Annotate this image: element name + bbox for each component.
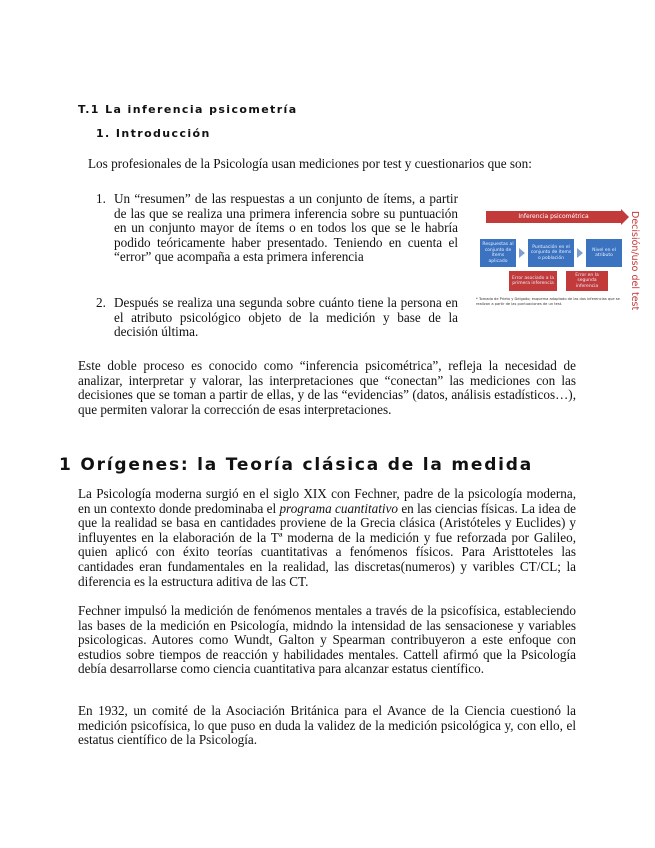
list-item-2 bbox=[96, 296, 458, 340]
diagram-box-error2: Error en la segunda inferencia bbox=[566, 271, 608, 291]
paragraph-origenes-2: Fechner impulsó la medición de fenómenos mentales a través de la psicofísica, estableciendo las bases de la medición en Psicología, midndo la intensidad de las sensacionese y variables psicologicas. Autores como Wundt, Galton y Spearman contribuyeron a este enfoque con estudios sobre tiempos de reacción y habilidades mentales. Cattell afirmó que la Psicología debía desarrollarse como ciencia cuantitativa para alcanzar estatus científico. bbox=[78, 603, 576, 677]
heading-origenes: 1 Orígenes: la Teoría clásica de la medida bbox=[59, 455, 534, 475]
arrow-icon bbox=[577, 248, 583, 258]
heading-introduccion: 1. Introducción bbox=[96, 127, 211, 140]
diagram-band: Inferencia psicométrica bbox=[486, 211, 621, 223]
diagram-box-score: Puntuación en el conjunto de ítems o población bbox=[528, 239, 574, 267]
diagram-box-attribute: Nivel en el atributo bbox=[586, 239, 622, 267]
p1-before: La Psicología moderna surgió en el siglo XIX con Fechner, padre de la psicología moderna, en un contexto donde predominaba el bbox=[78, 486, 576, 516]
intro-paragraph: Los profesionales de la Psicología usan mediciones por test y cuestionarios que son: bbox=[88, 156, 532, 171]
diagram-box-error1: Error asociado a la primera inferencia bbox=[509, 271, 557, 291]
diagram-box-responses: Respuestas al conjunto de ítems aplicado bbox=[480, 239, 516, 267]
inference-diagram bbox=[476, 205, 642, 340]
diagram-footnote: * Tomado de Prieto y Delgado; esquema adaptado de las dos inferencias que se realizan a partir de las puntuaciones de un test. bbox=[476, 297, 620, 306]
list-number: 1. bbox=[96, 191, 106, 206]
list-text: Después se realiza una segunda sobre cuánto tiene la persona en el atributo psicológico objeto de la medición y base de la decisión última. bbox=[114, 295, 458, 340]
paragraph-origenes-3: En 1932, un comité de la Asociación Británica para el Avance de la Ciencia cuestionó la medición psicofísica, lo que puso en duda la validez de la medición psicológica y, con ello, el estatus científico de la Psicología. bbox=[78, 703, 576, 748]
arrow-icon bbox=[519, 248, 525, 258]
paragraph-origenes-1 bbox=[78, 487, 576, 589]
list-item-1 bbox=[96, 192, 458, 265]
list-text: Un “resumen” de las respuestas a un conjunto de ítems, a partir de las que se realiza una primera inferencia sobre su puntuación en un conjunto mayor de ítems o en todos los que se le habría podido teóricamente haber presentado. Teniendo en cuenta el “error” que acompaña a esta primera inferencia bbox=[114, 191, 458, 265]
heading-t1: T.1 La inferencia psicometría bbox=[78, 103, 298, 116]
p1-emphasis: programa cuantitativo bbox=[279, 500, 399, 516]
diagram-vertical-label: Decisión/uso del test bbox=[629, 211, 640, 311]
paragraph-inferencia: Este doble proceso es conocido como “inferencia psicométrica”, refleja la necesidad de analizar, interpretar y valorar, las interpretaciones que “conectan” las mediciones con las decisiones que se toman a partir de ellas, y de las “evidencias” (datos, análisis estadísticos…), que permiten valorar la corrección de esas interpretaciones. bbox=[78, 358, 576, 417]
p1-after: en las ciencias físicas. La idea de que la realidad se basa en cantidades proviene de la Grecia clásica (Aristóteles y Euclides) y influyentes en la elaboración de la Tª moderna de la medición y fue reforzada por Galileo, quien aplicó con éxito teorías cuantitativas a fenómenos físicos. Para Aristtoteles las cantidades eran fundamentales en la realidad, las discretas(numeros) y varibles CT/CL; la diferencia es la estructura aditiva de las CT. bbox=[78, 500, 577, 589]
list-number: 2. bbox=[96, 295, 106, 310]
